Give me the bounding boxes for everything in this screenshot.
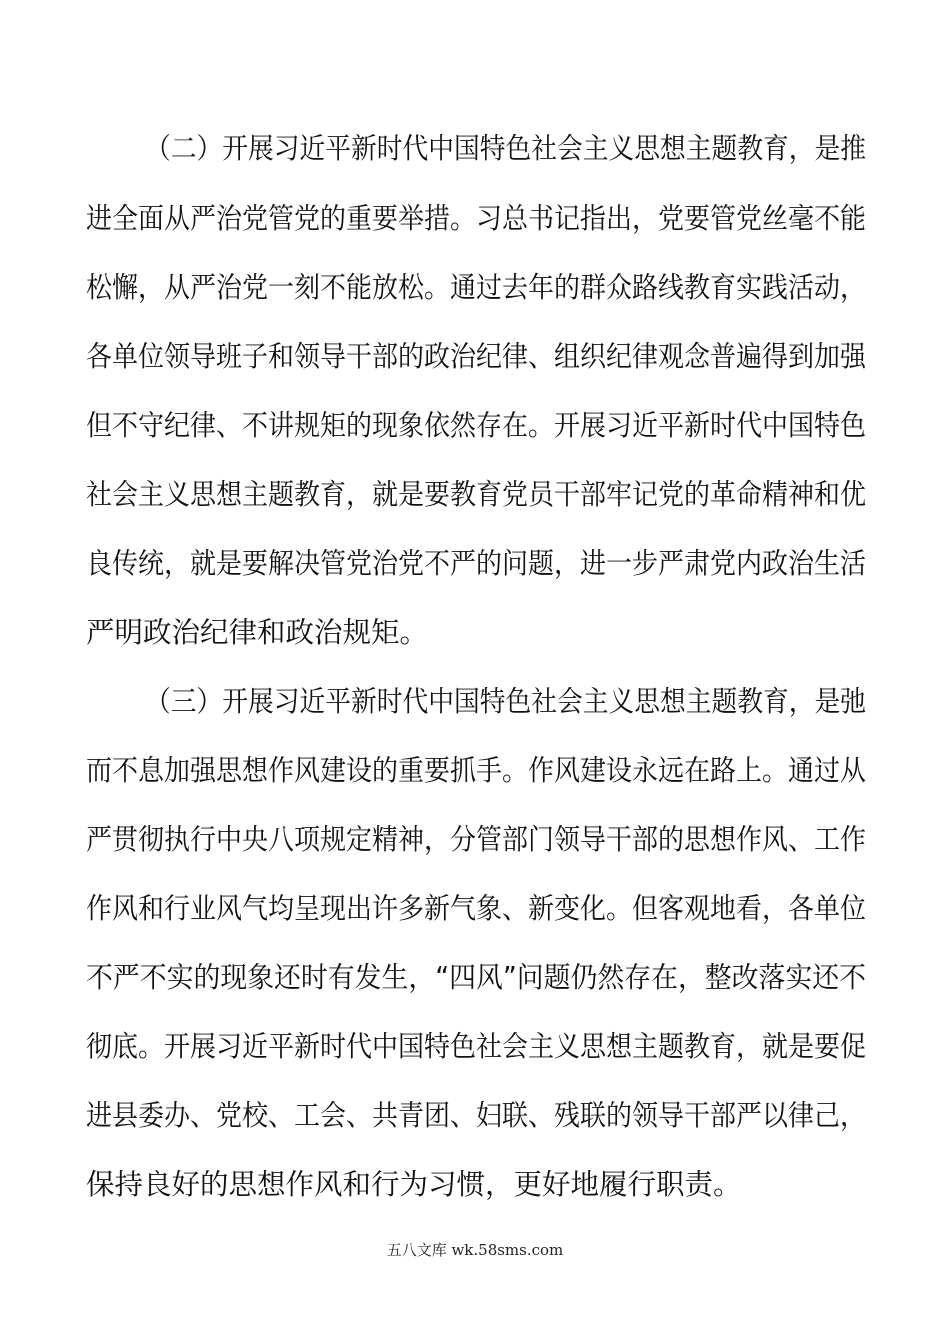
paragraph-2-line-1: （二）开展习近平新时代中国特色社会主义思想主题教育，是推: [145, 132, 866, 165]
paragraph-2-line-3: 松懈，从严治党一刻不能放松。通过去年的群众路线教育实践活动，: [86, 271, 866, 304]
paragraph-2-line-6: 社会主义思想主题教育，就是要教育党员干部牢记党的革命精神和优: [86, 478, 866, 511]
footer-watermark: 五八文库 wk.58sms.com: [386, 1241, 564, 1259]
paragraph-3-line-2: 而不息加强思想作风建设的重要抓手。作风建设永远在路上。通过从: [86, 754, 866, 787]
paragraph-2-line-5: 但不守纪律、不讲规矩的现象依然存在。开展习近平新时代中国特色: [86, 409, 866, 442]
paragraph-2-line-7: 良传统，就是要解决管党治党不严的问题，进一步严肃党内政治生活: [86, 547, 866, 580]
paragraph-3-line-8: 保持良好的思想作风和行为习惯，更好地履行职责。: [86, 1168, 742, 1201]
paragraph-3-line-5: 不严不实的现象还时有发生，“四风”问题仍然存在，整改落实还不: [86, 961, 866, 994]
paragraph-3-line-7: 进县委办、党校、工会、共青团、妇联、残联的领导干部严以律己，: [86, 1099, 866, 1132]
paragraph-2-line-4: 各单位领导班子和领导干部的政治纪律、组织纪律观念普遍得到加强: [86, 340, 866, 373]
paragraph-3-line-4: 作风和行业风气均呈现出许多新气象、新变化。但客观地看，各单位: [86, 892, 866, 925]
paragraph-3-line-3: 严贯彻执行中央八项规定精神，分管部门领导干部的思想作风、工作: [86, 823, 866, 856]
paragraph-3-line-6: 彻底。开展习近平新时代中国特色社会主义思想主题教育，就是要促: [86, 1030, 866, 1063]
paragraph-3-line-1: （三）开展习近平新时代中国特色社会主义思想主题教育，是弛: [145, 685, 866, 718]
paragraph-2-line-8: 严明政治纪律和政治规矩。: [86, 616, 429, 649]
paragraph-2-line-2: 进全面从严治党管党的重要举措。习总书记指出，党要管党丝毫不能: [86, 202, 866, 235]
